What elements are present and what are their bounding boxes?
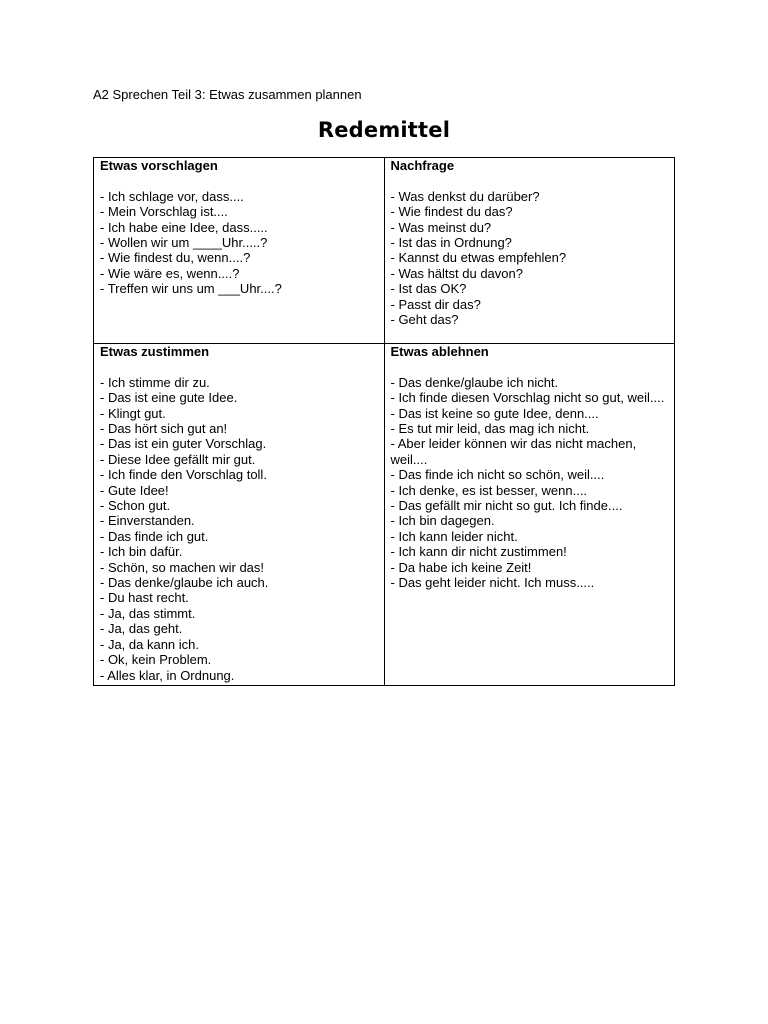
phrase-item: - Ich denke, es ist besser, wenn....	[390, 482, 588, 498]
table-row	[94, 158, 675, 344]
phrase-item: - Ich habe eine Idee, dass.....	[100, 219, 268, 235]
redemittel-table	[93, 157, 675, 686]
phrase-item: - Ich kann leider nicht.	[390, 528, 518, 544]
cell-heading: Etwas zustimmen	[100, 344, 210, 359]
phrase-item: - Ok, kein Problem.	[100, 652, 212, 668]
phrase-item: - Ich stimme dir zu.	[100, 374, 210, 390]
phrase-item: - Das finde ich nicht so schön, weil....	[390, 467, 605, 483]
phrase-list	[100, 189, 378, 297]
phrase-item: - Einverstanden.	[100, 513, 195, 529]
phrase-item: - Alles klar, in Ordnung.	[100, 667, 235, 683]
phrase-item: - Da habe ich keine Zeit!	[390, 559, 532, 575]
cell-nachfrage	[384, 158, 675, 344]
phrase-item: - Wie findest du, wenn....?	[100, 250, 251, 266]
phrase-item: - Mein Vorschlag ist....	[100, 204, 228, 220]
phrase-item: - Geht das?	[390, 312, 459, 328]
table-row	[94, 344, 675, 686]
phrase-item: - Das geht leider nicht. Ich muss.....	[390, 575, 595, 591]
phrase-item: - Das ist ein guter Vorschlag.	[100, 436, 267, 452]
phrase-item: - Was meinst du?	[390, 219, 492, 235]
cell-etwas-zustimmen	[94, 344, 385, 686]
phrase-item: - Was denkst du darüber?	[390, 188, 540, 204]
phrase-item: - Gute Idee!	[100, 482, 169, 498]
phrase-item: - Ich bin dafür.	[100, 544, 183, 560]
cell-etwas-ablehnen	[384, 344, 675, 686]
phrase-item: - Kannst du etwas empfehlen?	[390, 250, 567, 266]
phrase-item: - Ich finde diesen Vorschlag nicht so gut, weil....	[390, 390, 665, 406]
cell-etwas-vorschlagen	[94, 158, 385, 344]
phrase-item: - Aber leider können wir das nicht machen, weil....	[390, 436, 637, 467]
phrase-item: - Ich bin dagegen.	[390, 513, 495, 529]
phrase-item: - Was hältst du davon?	[390, 265, 523, 281]
phrase-item: - Ist das in Ordnung?	[390, 235, 512, 251]
phrase-list	[391, 375, 669, 591]
phrase-item: - Ja, das stimmt.	[100, 605, 196, 621]
phrase-item: - Das ist keine so gute Idee, denn....	[390, 405, 599, 421]
phrase-item: - Treffen wir uns um ___Uhr....?	[100, 281, 282, 297]
phrase-item: - Ja, da kann ich.	[100, 636, 199, 652]
phrase-item: - Ich kann dir nicht zustimmen!	[390, 544, 567, 560]
phrase-list	[100, 375, 378, 683]
phrase-item: - Das denke/glaube ich auch.	[100, 575, 269, 591]
document-title: Redemittel	[317, 118, 451, 142]
cell-heading: Etwas vorschlagen	[100, 158, 218, 173]
phrase-item: - Wollen wir um ____Uhr.....?	[100, 235, 268, 251]
phrase-item: - Wie findest du das?	[390, 204, 513, 220]
phrase-item: - Diese Idee gefällt mir gut.	[100, 451, 256, 467]
phrase-item: - Ich schlage vor, dass....	[100, 188, 244, 204]
cell-heading: Nachfrage	[390, 158, 455, 173]
phrase-item: - Wie wäre es, wenn....?	[100, 265, 240, 281]
phrase-item: - Ja, das geht.	[100, 621, 183, 637]
phrase-item: - Das hört sich gut an!	[100, 421, 228, 437]
phrase-item: - Das gefällt mir nicht so gut. Ich finde....	[390, 498, 623, 514]
cell-heading: Etwas ablehnen	[390, 344, 489, 359]
document-subtitle: A2 Sprechen Teil 3: Etwas zusammen plannen	[93, 87, 362, 102]
phrase-item: - Klingt gut.	[100, 405, 166, 421]
phrase-item: - Ich finde den Vorschlag toll.	[100, 467, 267, 483]
phrase-item: - Schon gut.	[100, 498, 171, 514]
phrase-list	[391, 189, 669, 328]
phrase-item: - Ist das OK?	[390, 281, 467, 297]
phrase-item: - Das ist eine gute Idee.	[100, 390, 238, 406]
phrase-item: - Du hast recht.	[100, 590, 189, 606]
phrase-item: - Es tut mir leid, das mag ich nicht.	[390, 421, 590, 437]
phrase-item: - Passt dir das?	[390, 296, 481, 312]
phrase-item: - Das denke/glaube ich nicht.	[390, 374, 559, 390]
phrase-item: - Das finde ich gut.	[100, 528, 209, 544]
phrase-item: - Schön, so machen wir das!	[100, 559, 265, 575]
